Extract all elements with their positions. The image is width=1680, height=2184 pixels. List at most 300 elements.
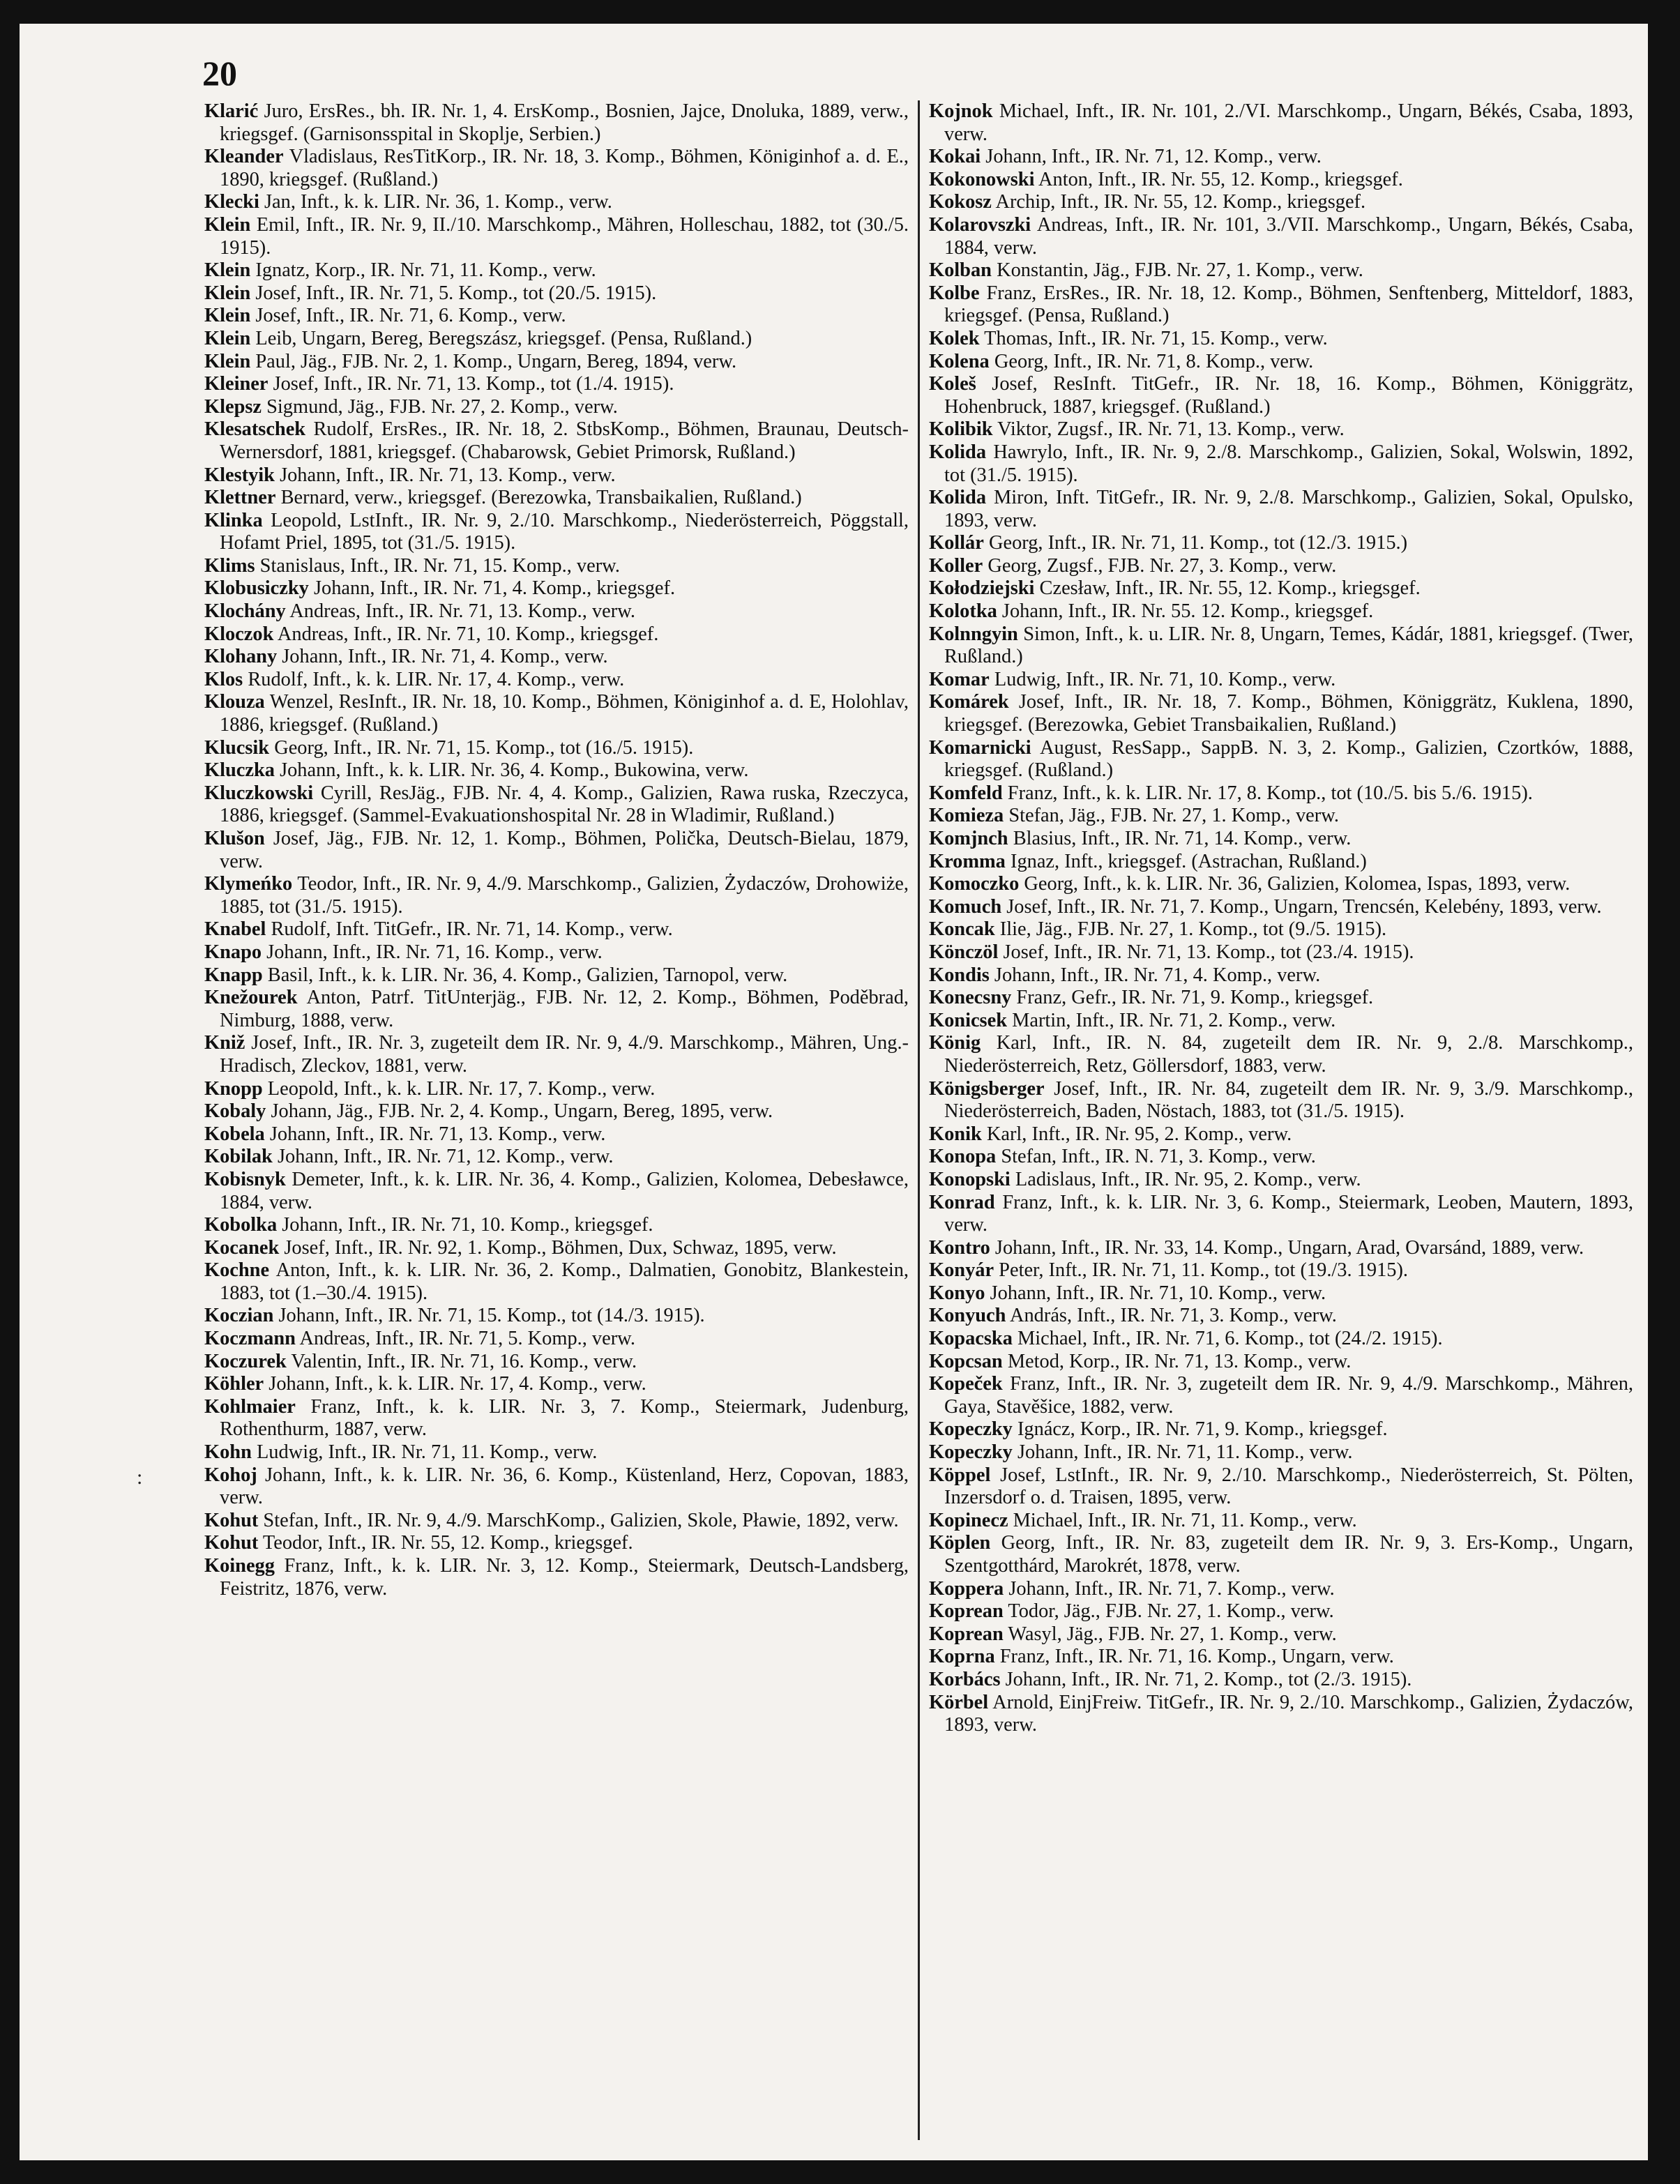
entry-surname: Kojnok xyxy=(929,100,993,122)
entry-surname: Klepsz xyxy=(204,395,262,418)
list-item xyxy=(929,418,1633,441)
entry-surname: Kobela xyxy=(204,1123,265,1145)
list-item xyxy=(929,600,1633,623)
entry-details: Cyrill, ResJäg., FJB. Nr. 4, 4. Komp., Galizien, Rawa ruska, Rzeczyca, 1886, kriegsgef. (Sammel-Evakuationshospital Nr. 28 in Wladimir, Rußland.) xyxy=(220,782,909,827)
list-item xyxy=(929,577,1633,600)
entry-details: Georg, Inft., k. k. LIR. Nr. 36, Galizien, Kolomea, Ispas, 1893, verw. xyxy=(1024,873,1571,895)
entry-details: Johann, Inft., IR. Nr. 71, 16. Komp., verw. xyxy=(266,941,603,963)
list-item xyxy=(204,1532,909,1555)
entry-details: Ignatz, Korp., IR. Nr. 71, 11. Komp., verw. xyxy=(255,259,596,282)
entry-details: Josef, Inft., IR. Nr. 71, 6. Komp., verw. xyxy=(255,305,566,327)
entry-surname: Klein xyxy=(204,282,251,304)
list-item xyxy=(929,441,1633,487)
list-item xyxy=(929,896,1633,919)
entry-details: Ilie, Jäg., FJB. Nr. 27, 1. Komp., tot (9./5. 1915). xyxy=(999,918,1387,941)
entry-details: Johann, Inft., IR. Nr. 71, 11. Komp., verw. xyxy=(1017,1441,1353,1464)
list-item xyxy=(204,759,909,782)
entry-surname: Kniž xyxy=(204,1032,245,1054)
entry-surname: Komoczko xyxy=(929,873,1020,895)
entry-surname: König xyxy=(929,1032,981,1054)
entry-surname: Kobisnyk xyxy=(204,1168,286,1190)
list-item xyxy=(204,1305,909,1328)
entry-details: Stanislaus, Inft., IR. Nr. 71, 15. Komp., verw. xyxy=(259,554,620,577)
entry-details: András, Inft., IR. Nr. 71, 3. Komp., verw. xyxy=(1009,1305,1337,1327)
entry-surname: Klein xyxy=(204,305,251,327)
entry-details: Martin, Inft., IR. Nr. 71, 2. Komp., verw. xyxy=(1012,1009,1336,1031)
entry-surname: Koczian xyxy=(204,1305,274,1327)
entry-details: Ludwig, Inft., IR. Nr. 71, 10. Komp., verw. xyxy=(994,668,1336,690)
entry-details: Johann, Inft., IR. Nr. 71, 4. Komp., kriegsgef. xyxy=(313,577,676,600)
entry-details: Peter, Inft., IR. Nr. 71, 11. Komp., tot (19./3. 1915). xyxy=(999,1259,1409,1282)
entry-details: Ignaz, Inft., kriegsgef. (Astrachan, Rußland.) xyxy=(1010,850,1367,872)
entry-details: Andreas, Inft., IR. Nr. 71, 5. Komp., verw. xyxy=(299,1328,635,1350)
list-item xyxy=(929,373,1633,418)
column-divider xyxy=(918,100,920,2140)
entry-details: Georg, Zugsf., FJB. Nr. 27, 3. Komp., verw. xyxy=(987,554,1337,577)
entry-surname: Kolban xyxy=(929,259,992,282)
list-item xyxy=(929,1237,1633,1260)
list-item xyxy=(929,1169,1633,1192)
entry-details: Georg, Inft., IR. Nr. 83, zugeteilt dem IR. Nr. 9, 3. Ers-Komp., Ungarn, Szentgotthárd, Marokrét, 1878, verw. xyxy=(944,1532,1633,1577)
entry-details: Thomas, Inft., IR. Nr. 71, 15. Komp., verw. xyxy=(984,327,1328,349)
entry-details: Johann, Inft., IR. Nr. 71, 10. Komp., kriegsgef. xyxy=(282,1214,653,1236)
entry-details: Josef, ResInft. TitGefr., IR. Nr. 18, 16. Komp., Böhmen, Königgrätz, Hohenbruck, 1887, kriegsgef. (Rußland.) xyxy=(944,373,1633,418)
page-number: 20 xyxy=(202,54,237,93)
entry-details: Ludwig, Inft., IR. Nr. 71, 11. Komp., verw. xyxy=(256,1441,598,1464)
entry-surname: Kleander xyxy=(204,146,284,168)
entry-surname: Kolarovszki xyxy=(929,213,1031,236)
entry-details: Andreas, Inft., IR. Nr. 71, 10. Komp., kriegsgef. xyxy=(277,623,659,645)
entry-surname: Kleiner xyxy=(204,373,268,395)
list-item xyxy=(929,1351,1633,1374)
entry-surname: Kollár xyxy=(929,532,984,554)
entry-surname: Klein xyxy=(204,213,251,236)
list-item xyxy=(929,1192,1633,1237)
entry-surname: Köppel xyxy=(929,1464,991,1486)
entry-details: Johann, Inft., IR. Nr. 71, 7. Komp., verw. xyxy=(1008,1577,1335,1600)
list-item xyxy=(929,737,1633,782)
list-item xyxy=(929,1600,1633,1623)
entry-details: Johann, Inft., IR. Nr. 71, 2. Komp., tot (2./3. 1915). xyxy=(1005,1668,1412,1690)
list-item xyxy=(929,532,1633,555)
list-item xyxy=(929,282,1633,328)
entry-details: Miron, Inft. TitGefr., IR. Nr. 9, 2./8. Marschkomp., Galizien, Sokal, Opulsko, 1893, verw. xyxy=(944,487,1633,531)
entry-surname: Klein xyxy=(204,350,251,372)
entry-surname: Klarić xyxy=(204,100,259,122)
entry-details: Wenzel, ResInft., IR. Nr. 18, 10. Komp., Böhmen, Königinhof a. d. E, Holohlav, 1886, kriegsgef. (Rußland.) xyxy=(220,691,909,736)
list-item xyxy=(204,555,909,578)
document-page xyxy=(20,24,1648,2160)
list-item xyxy=(929,1010,1633,1033)
entry-surname: Kopcsan xyxy=(929,1350,1003,1372)
entry-details: Johann, Inft., IR. Nr. 71, 13. Komp., verw. xyxy=(280,464,616,486)
entry-surname: Klein xyxy=(204,259,251,282)
entry-surname: Konyuch xyxy=(929,1305,1006,1327)
list-item xyxy=(929,1418,1633,1441)
entry-surname: Kopinecz xyxy=(929,1509,1008,1531)
right-column xyxy=(929,100,1633,1737)
list-item xyxy=(204,1396,909,1441)
list-item xyxy=(204,305,909,328)
list-item xyxy=(929,1078,1633,1123)
entry-surname: Klohany xyxy=(204,646,278,668)
entry-surname: Kolotka xyxy=(929,600,997,623)
entry-details: August, ResSapp., SappB. N. 3, 2. Komp., Galizien, Czortków, 1888, kriegsgef. (Rußland.) xyxy=(944,736,1633,782)
list-item xyxy=(204,487,909,510)
entry-surname: Komar xyxy=(929,668,990,690)
entry-details: Andreas, Inft., IR. Nr. 101, 3./VII. Marschkomp., Ungarn, Békés, Csaba, 1884, verw. xyxy=(944,213,1634,259)
entry-details: Karl, Inft., IR. N. 84, zugeteilt dem IR. Nr. 9, 2./8. Marschkomp., Niederösterreich, Retz, Göllersdorf, 1883, verw. xyxy=(944,1032,1633,1077)
entry-surname: Komfeld xyxy=(929,782,1003,804)
list-item xyxy=(929,987,1633,1010)
entry-details: Sigmund, Jäg., FJB. Nr. 27, 2. Komp., verw. xyxy=(266,395,618,418)
entry-surname: Konopski xyxy=(929,1168,1011,1190)
entry-details: Johann, Inft., IR. Nr. 71, 4. Komp., verw. xyxy=(282,646,608,668)
entry-details: Franz, Inft., IR. Nr. 3, zugeteilt dem IR. Nr. 9, 4./9. Marschkomp., Mähren, Gaya, Stavěšice, 1882, verw. xyxy=(944,1373,1633,1418)
entry-details: Metod, Korp., IR. Nr. 71, 13. Komp., verw. xyxy=(1007,1350,1352,1372)
list-item xyxy=(204,737,909,760)
list-item xyxy=(204,623,909,646)
entry-surname: Knežourek xyxy=(204,987,298,1009)
list-item xyxy=(204,873,909,918)
list-item xyxy=(929,351,1633,374)
list-item xyxy=(204,1032,909,1077)
entry-surname: Klucsik xyxy=(204,736,270,759)
list-item xyxy=(929,1669,1633,1692)
entry-surname: Klobusiczky xyxy=(204,577,309,600)
entry-surname: Koinegg xyxy=(204,1555,275,1577)
entry-details: Valentin, Inft., IR. Nr. 71, 16. Komp., verw. xyxy=(291,1350,637,1372)
entry-details: Demeter, Inft., k. k. LIR. Nr. 36, 4. Komp., Galizien, Kolomea, Debesławce, 1884, verw. xyxy=(220,1168,909,1213)
entry-surname: Kohut xyxy=(204,1509,259,1531)
entry-surname: Klochány xyxy=(204,600,286,623)
entry-surname: Koppera xyxy=(929,1577,1004,1600)
list-item xyxy=(204,646,909,669)
list-item xyxy=(929,873,1633,896)
list-item xyxy=(929,214,1633,259)
list-item xyxy=(929,1623,1633,1646)
entry-details: Franz, Inft., k. k. LIR. Nr. 3, 7. Komp., Steiermark, Judenburg, Rothenthurm, 1887, verw. xyxy=(220,1395,909,1441)
entry-details: Blasius, Inft., IR. Nr. 71, 14. Komp., verw. xyxy=(1013,828,1352,849)
entry-surname: Köhler xyxy=(204,1373,264,1395)
list-item xyxy=(929,851,1633,874)
list-item xyxy=(204,1237,909,1260)
list-item xyxy=(929,1646,1633,1669)
list-item xyxy=(204,1100,909,1123)
entry-details: Georg, Inft., IR. Nr. 71, 11. Komp., tot (12./3. 1915.) xyxy=(988,532,1408,554)
entry-details: Michael, Inft., IR. Nr. 71, 6. Komp., tot (24./2. 1915). xyxy=(1017,1328,1443,1350)
entry-surname: Korbács xyxy=(929,1668,1001,1690)
entry-surname: Kopeček xyxy=(929,1373,1003,1395)
entry-surname: Kondis xyxy=(929,964,990,986)
entry-details: Archip, Inft., IR. Nr. 55, 12. Komp., kriegsgef. xyxy=(995,191,1366,213)
entry-details: Franz, Inft., k. k. LIR. Nr. 17, 8. Komp., tot (10./5. bis 5./6. 1915). xyxy=(1007,782,1533,804)
entry-surname: Konopa xyxy=(929,1146,997,1168)
list-item xyxy=(929,964,1633,987)
list-item xyxy=(929,805,1633,828)
entry-surname: Komárek xyxy=(929,691,1009,713)
entry-details: Johann, Inft., IR. Nr. 71, 10. Komp., verw. xyxy=(990,1282,1326,1304)
list-item xyxy=(204,1123,909,1146)
list-item xyxy=(929,1123,1633,1146)
entry-surname: Körbel xyxy=(929,1691,989,1713)
entry-surname: Kohn xyxy=(204,1441,252,1464)
entry-surname: Konrad xyxy=(929,1191,995,1213)
list-item xyxy=(204,782,909,828)
entry-surname: Koller xyxy=(929,554,983,577)
entry-details: Georg, Inft., IR. Nr. 71, 8. Komp., verw. xyxy=(994,350,1314,372)
entry-details: Johann, Inft., IR. Nr. 71, 15. Komp., tot (14./3. 1915). xyxy=(278,1305,705,1327)
left-column xyxy=(204,100,909,1600)
entry-surname: Kochne xyxy=(204,1259,270,1282)
entry-details: Johann, Inft., k. k. LIR. Nr. 17, 4. Komp., verw. xyxy=(268,1373,646,1395)
list-item xyxy=(204,510,909,555)
list-item xyxy=(929,782,1633,805)
entry-surname: Klesatschek xyxy=(204,418,306,441)
entry-surname: Koprean xyxy=(929,1600,1004,1623)
entry-details: Stefan, Inft., IR. Nr. 9, 4./9. MarschKomp., Galizien, Skole, Pławie, 1892, verw. xyxy=(263,1509,899,1531)
entry-details: Bernard, verw., kriegsgef. (Berezowka, Transbaikalien, Rußland.) xyxy=(280,487,802,509)
entry-details: Josef, Inft., IR. Nr. 71, 13. Komp., tot (23./4. 1915). xyxy=(1003,941,1414,963)
entry-details: Georg, Inft., IR. Nr. 71, 15. Komp., tot (16./5. 1915). xyxy=(274,736,694,759)
entry-details: Franz, ErsRes., IR. Nr. 18, 12. Komp., Böhmen, Senftenberg, Mitteldorf, 1883, kriegsgef. (Pensa, Rußland.) xyxy=(944,282,1633,327)
entry-details: Josef, Jäg., FJB. Nr. 12, 1. Komp., Böhmen, Polička, Deutsch-Bielau, 1879, verw. xyxy=(220,828,909,872)
entry-details: Johann, Inft., IR. Nr. 71, 13. Komp., verw. xyxy=(269,1123,606,1145)
list-item xyxy=(929,1441,1633,1464)
entry-details: Hawrylo, Inft., IR. Nr. 9, 2./8. Marschkomp., Galizien, Sokal, Wolswin, 1892, tot (31./5. 1915). xyxy=(944,441,1633,486)
entry-details: Arnold, EinjFreiw. TitGefr., IR. Nr. 9, 2./10. Marschkomp., Galizien, Żydaczów, 1893, verw. xyxy=(944,1691,1633,1736)
list-item xyxy=(204,1328,909,1351)
entry-surname: Kokosz xyxy=(929,191,992,213)
entry-details: Johann, Inft., IR. Nr. 71, 4. Komp., verw. xyxy=(994,964,1321,986)
entry-details: Josef, Inft., IR. Nr. 71, 13. Komp., tot (1./4. 1915). xyxy=(273,373,674,395)
entry-details: Josef, Inft., IR. Nr. 71, 5. Komp., tot (20./5. 1915). xyxy=(255,282,657,304)
entry-surname: Komuch xyxy=(929,895,1002,918)
list-item xyxy=(929,1532,1633,1577)
entry-details: Anton, Inft., k. k. LIR. Nr. 36, 2. Komp., Dalmatien, Gonobitz, Blankestein, 1883, tot (1.–30./4. 1915). xyxy=(220,1259,909,1304)
entry-surname: Kohoj xyxy=(204,1464,257,1486)
entry-surname: Koczurek xyxy=(204,1350,287,1372)
list-item xyxy=(929,941,1633,964)
entry-details: Johann, Inft., IR. Nr. 33, 14. Komp., Ungarn, Arad, Ovarsánd, 1889, verw. xyxy=(994,1236,1584,1259)
entry-details: Leopold, Inft., k. k. LIR. Nr. 17, 7. Komp., verw. xyxy=(267,1077,656,1100)
entry-details: Josef, Inft., IR. Nr. 84, zugeteilt dem IR. Nr. 9, 3./9. Marschkomp., Niederösterreich, Baden, Nöstach, 1883, tot (31./5. 1915). xyxy=(944,1077,1633,1123)
list-item xyxy=(929,669,1633,692)
list-item xyxy=(204,669,909,692)
entry-surname: Klinka xyxy=(204,509,263,531)
entry-surname: Komarnicki xyxy=(929,736,1031,759)
list-item xyxy=(204,1555,909,1600)
entry-surname: Klestyik xyxy=(204,464,275,486)
entry-surname: Kobaly xyxy=(204,1100,266,1123)
entry-surname: Konecsny xyxy=(929,987,1012,1009)
list-item xyxy=(929,691,1633,736)
entry-details: Michael, Inft., IR. Nr. 101, 2./VI. Marschkomp., Ungarn, Békés, Csaba, 1893, verw. xyxy=(944,100,1633,145)
entry-details: Ignácz, Korp., IR. Nr. 71, 9. Komp., kriegsgef. xyxy=(1017,1418,1388,1441)
entry-surname: Kokonowski xyxy=(929,168,1035,190)
list-item xyxy=(204,464,909,487)
entry-surname: Kolek xyxy=(929,327,980,349)
list-item xyxy=(929,1032,1633,1077)
entry-details: Johann, Inft., IR. Nr. 71, 12. Komp., verw. xyxy=(985,146,1322,168)
list-item xyxy=(929,1464,1633,1510)
list-item xyxy=(929,1305,1633,1328)
entry-surname: Kluczka xyxy=(204,759,275,782)
entry-details: Konstantin, Jäg., FJB. Nr. 27, 1. Komp., verw. xyxy=(997,259,1363,282)
list-item xyxy=(204,214,909,259)
entry-details: Johann, Inft., IR. Nr. 71, 12. Komp., verw. xyxy=(277,1146,614,1168)
entry-surname: Kobilak xyxy=(204,1146,273,1168)
list-item xyxy=(204,1214,909,1237)
entry-details: Josef, Inft., IR. Nr. 92, 1. Komp., Böhmen, Dux, Schwaz, 1895, verw. xyxy=(284,1236,837,1259)
list-item xyxy=(929,1510,1633,1533)
list-item xyxy=(204,282,909,305)
entry-surname: Konyár xyxy=(929,1259,994,1282)
entry-details: Franz, Inft., k. k. LIR. Nr. 3, 12. Komp., Steiermark, Deutsch-Landsberg, Feistritz, 1876, verw. xyxy=(220,1555,909,1600)
list-item xyxy=(929,1578,1633,1601)
list-item xyxy=(204,351,909,374)
entry-surname: Könczöl xyxy=(929,941,999,963)
entry-details: Franz, Inft., k. k. LIR. Nr. 3, 6. Komp., Steiermark, Leoben, Mautern, 1893, verw. xyxy=(944,1191,1633,1236)
entry-surname: Koleš xyxy=(929,373,976,395)
entry-surname: Komieza xyxy=(929,805,1004,827)
list-item xyxy=(204,828,909,873)
entry-surname: Kolibik xyxy=(929,418,993,441)
entry-details: Johann, Inft., k. k. LIR. Nr. 36, 6. Komp., Küstenland, Herz, Copovan, 1883, verw. xyxy=(220,1464,909,1509)
list-item xyxy=(929,623,1633,669)
list-item xyxy=(204,328,909,351)
entry-surname: Knopp xyxy=(204,1077,263,1100)
entry-surname: Kontro xyxy=(929,1236,990,1259)
list-item xyxy=(929,1259,1633,1282)
list-item xyxy=(204,1169,909,1214)
list-item xyxy=(204,941,909,964)
entry-details: Josef, Inft., IR. Nr. 18, 7. Komp., Böhmen, Königgrätz, Kuklena, 1890, kriegsgef. (Berezowka, Gebiet Transbaikalien, Rußland.) xyxy=(944,691,1633,736)
entry-surname: Kolena xyxy=(929,350,990,372)
entry-details: Ladislaus, Inft., IR. Nr. 95, 2. Komp., verw. xyxy=(1015,1168,1361,1190)
list-item xyxy=(204,1259,909,1305)
list-item xyxy=(204,418,909,464)
entry-surname: Koprna xyxy=(929,1646,995,1668)
entry-surname: Kohlmaier xyxy=(204,1395,296,1418)
entry-details: Rudolf, ErsRes., IR. Nr. 18, 2. StbsKomp., Böhmen, Braunau, Deutsch-Wernersdorf, 1881, kriegsgef. (Chabarowsk, Gebiet Primorsk, Rußland.) xyxy=(220,418,909,463)
list-item xyxy=(929,1692,1633,1737)
list-item xyxy=(204,1373,909,1396)
entry-surname: Koprean xyxy=(929,1623,1004,1645)
entry-details: Rudolf, Inft. TitGefr., IR. Nr. 71, 14. Komp., verw. xyxy=(271,918,673,941)
entry-details: Anton, Patrf. TitUnterjäg., FJB. Nr. 12, 2. Komp., Böhmen, Poděbrad, Nimburg, 1888, verw. xyxy=(220,987,909,1031)
entry-surname: Kopacska xyxy=(929,1328,1013,1350)
list-item xyxy=(929,1373,1633,1418)
entry-surname: Klušon xyxy=(204,828,265,849)
list-item xyxy=(929,259,1633,282)
entry-surname: Kohut xyxy=(204,1532,259,1554)
list-item xyxy=(204,600,909,623)
entry-surname: Knabel xyxy=(204,918,266,941)
list-item xyxy=(929,487,1633,532)
entry-surname: Kobolka xyxy=(204,1214,278,1236)
list-item xyxy=(929,555,1633,578)
entry-details: Franz, Inft., IR. Nr. 71, 16. Komp., Ungarn, verw. xyxy=(999,1646,1394,1668)
entry-details: Leopold, LstInft., IR. Nr. 9, 2./10. Marschkomp., Niederösterreich, Pöggstall, Hofamt Priel, 1895, tot (31./5. 1915). xyxy=(220,509,909,554)
entry-details: Teodor, Inft., IR. Nr. 55, 12. Komp., kriegsgef. xyxy=(262,1532,633,1554)
entry-surname: Kolbe xyxy=(929,282,980,304)
entry-surname: Köplen xyxy=(929,1532,991,1554)
list-item xyxy=(929,1146,1633,1169)
entry-details: Johann, Jäg., FJB. Nr. 2, 4. Komp., Ungarn, Bereg, 1895, verw. xyxy=(271,1100,773,1123)
entry-details: Rudolf, Inft., k. k. LIR. Nr. 17, 4. Komp., verw. xyxy=(248,668,625,690)
entry-details: Juro, ErsRes., bh. IR. Nr. 1, 4. ErsKomp., Bosnien, Jajce, Dnoluka, 1889, verw., kriegsgef. (Garnisonsspital in Skoplje, Serbien.) xyxy=(220,100,909,145)
list-item xyxy=(204,691,909,736)
entry-details: Basil, Inft., k. k. LIR. Nr. 36, 4. Komp., Galizien, Tarnopol, verw. xyxy=(267,964,788,986)
entry-details: Vladislaus, ResTitKorp., IR. Nr. 18, 3. Komp., Böhmen, Königinhof a. d. E., 1890, kriegsgef. (Rußland.) xyxy=(220,146,909,190)
entry-surname: Klouza xyxy=(204,691,265,713)
list-item xyxy=(204,964,909,987)
entry-surname: Klims xyxy=(204,554,255,577)
list-item xyxy=(204,1510,909,1533)
entry-surname: Klecki xyxy=(204,191,259,213)
list-item xyxy=(929,1328,1633,1351)
entry-details: Anton, Inft., IR. Nr. 55, 12. Komp., kriegsgef. xyxy=(1038,168,1403,190)
entry-surname: Klos xyxy=(204,668,243,690)
entry-surname: Klymeńko xyxy=(204,873,293,895)
list-item xyxy=(204,987,909,1032)
list-item xyxy=(204,918,909,941)
entry-surname: Knapp xyxy=(204,964,263,986)
entry-surname: Koncak xyxy=(929,918,995,941)
list-item xyxy=(929,146,1633,169)
entry-surname: Konyo xyxy=(929,1282,985,1304)
list-item xyxy=(204,259,909,282)
entry-details: Teodor, Inft., IR. Nr. 9, 4./9. Marschkomp., Galizien, Żydaczów, Drohowiże, 1885, tot (31./5. 1915). xyxy=(220,873,909,918)
entry-surname: Komjnch xyxy=(929,828,1008,849)
list-item xyxy=(204,1441,909,1464)
list-item xyxy=(204,100,909,146)
entry-details: Josef, Inft., IR. Nr. 71, 7. Komp., Ungarn, Trencsén, Kelebény, 1893, verw. xyxy=(1006,895,1602,918)
entry-details: Stefan, Jäg., FJB. Nr. 27, 1. Komp., verw. xyxy=(1008,805,1339,827)
entry-details: Michael, Inft., IR. Nr. 71, 11. Komp., verw. xyxy=(1013,1509,1357,1531)
entry-details: Viktor, Zugsf., IR. Nr. 71, 13. Komp., verw. xyxy=(997,418,1345,441)
entry-details: Czesław, Inft., IR. Nr. 55, 12. Komp., kriegsgef. xyxy=(1039,577,1421,600)
entry-surname: Klettner xyxy=(204,487,276,509)
entry-details: Johann, Inft., IR. Nr. 55. 12. Komp., kriegsgef. xyxy=(1001,600,1374,623)
entry-details: Josef, Inft., IR. Nr. 3, zugeteilt dem IR. Nr. 9, 4./9. Marschkomp., Mähren, Ung.-Hradisch, Zleckov, 1881, verw. xyxy=(220,1032,909,1077)
entry-details: Leib, Ungarn, Bereg, Beregszász, kriegsgef. (Pensa, Rußland.) xyxy=(255,327,752,349)
list-item xyxy=(929,100,1633,146)
entry-surname: Kopeczky xyxy=(929,1418,1013,1441)
entry-surname: Konik xyxy=(929,1123,982,1145)
list-item xyxy=(929,191,1633,214)
list-item xyxy=(204,146,909,191)
margin-mark: : xyxy=(137,1466,143,1489)
list-item xyxy=(929,169,1633,192)
entry-details: Wasyl, Jäg., FJB. Nr. 27, 1. Komp., verw. xyxy=(1008,1623,1337,1645)
entry-surname: Kopeczky xyxy=(929,1441,1013,1464)
entry-surname: Konicsek xyxy=(929,1009,1007,1031)
entry-surname: Kromma xyxy=(929,850,1006,872)
entry-surname: Kloczok xyxy=(204,623,274,645)
list-item xyxy=(204,191,909,214)
list-item xyxy=(204,1146,909,1169)
entry-surname: Kluczkowski xyxy=(204,782,314,804)
entry-surname: Kolida xyxy=(929,441,987,463)
entry-surname: Knapo xyxy=(204,941,262,963)
list-item xyxy=(204,1464,909,1510)
entry-details: Todor, Jäg., FJB. Nr. 27, 1. Komp., verw. xyxy=(1008,1600,1334,1623)
entry-surname: Kocanek xyxy=(204,1236,280,1259)
list-item xyxy=(929,328,1633,351)
list-item xyxy=(204,1351,909,1374)
